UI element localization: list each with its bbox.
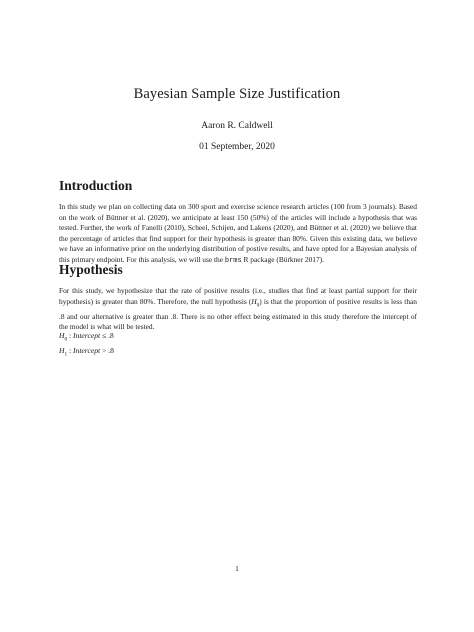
section-heading-hypothesis: Hypothesis [59,262,123,277]
introduction-paragraph [59,202,417,267]
section-heading-introduction: Introduction [59,178,133,193]
hypothesis-text-part2: ) is that the proportion of positive results is less than .8 and our alternative is greater than .8. There is no other effect being estimated in this study therefore the intercept of the model is what will be tested. [59,296,418,332]
paper-date: 01 September, 2020 [199,142,275,152]
intro-text-part1: In this study we plan on collecting data on 300 sport and exercise science research articles (100 from 3 journals). Based on the work of Büttner et al. (2020), we anticipate at least 150 (50%) of the articles will include a hypothesis that was tested. Further, the work of Fanelli (2010), Scheel, Schijen, and Lakens (2020), and Büttner et al. (2020) we believe that the percentage of articles that find support for their hypothesis is greater than 80%. Given this existing data, we believe we have an informative prior on the underlying distribution of postive results, and have opted for a Bayesian analysis of this primary endpoint. For this analysis, we will use the [59,202,417,264]
null-hypothesis-symbol: $H_0$ [251,296,260,309]
hypothesis-paragraph [59,286,417,333]
brms-package-code: brms [224,256,242,265]
hypothesis-text-part1: For this study, we hypothesize that the rate of positive results (i.e., studies that find at least partial support for their hypothesis) is greater than 80%. Therefore, the null hypothesis ( [59,286,417,306]
page-number: 1 [235,564,239,573]
paper-title: Bayesian Sample Size Justification [133,86,341,102]
author-name: Aaron R. Caldwell [201,121,273,131]
equation-null-hypothesis: $H_0$ : Intercept ≤ .8 [59,331,114,343]
intro-text-part2: R package (Bürkner 2017). [241,254,324,264]
equation-alternative-hypothesis: $H_1$ : Intercept > .8 [59,346,114,358]
